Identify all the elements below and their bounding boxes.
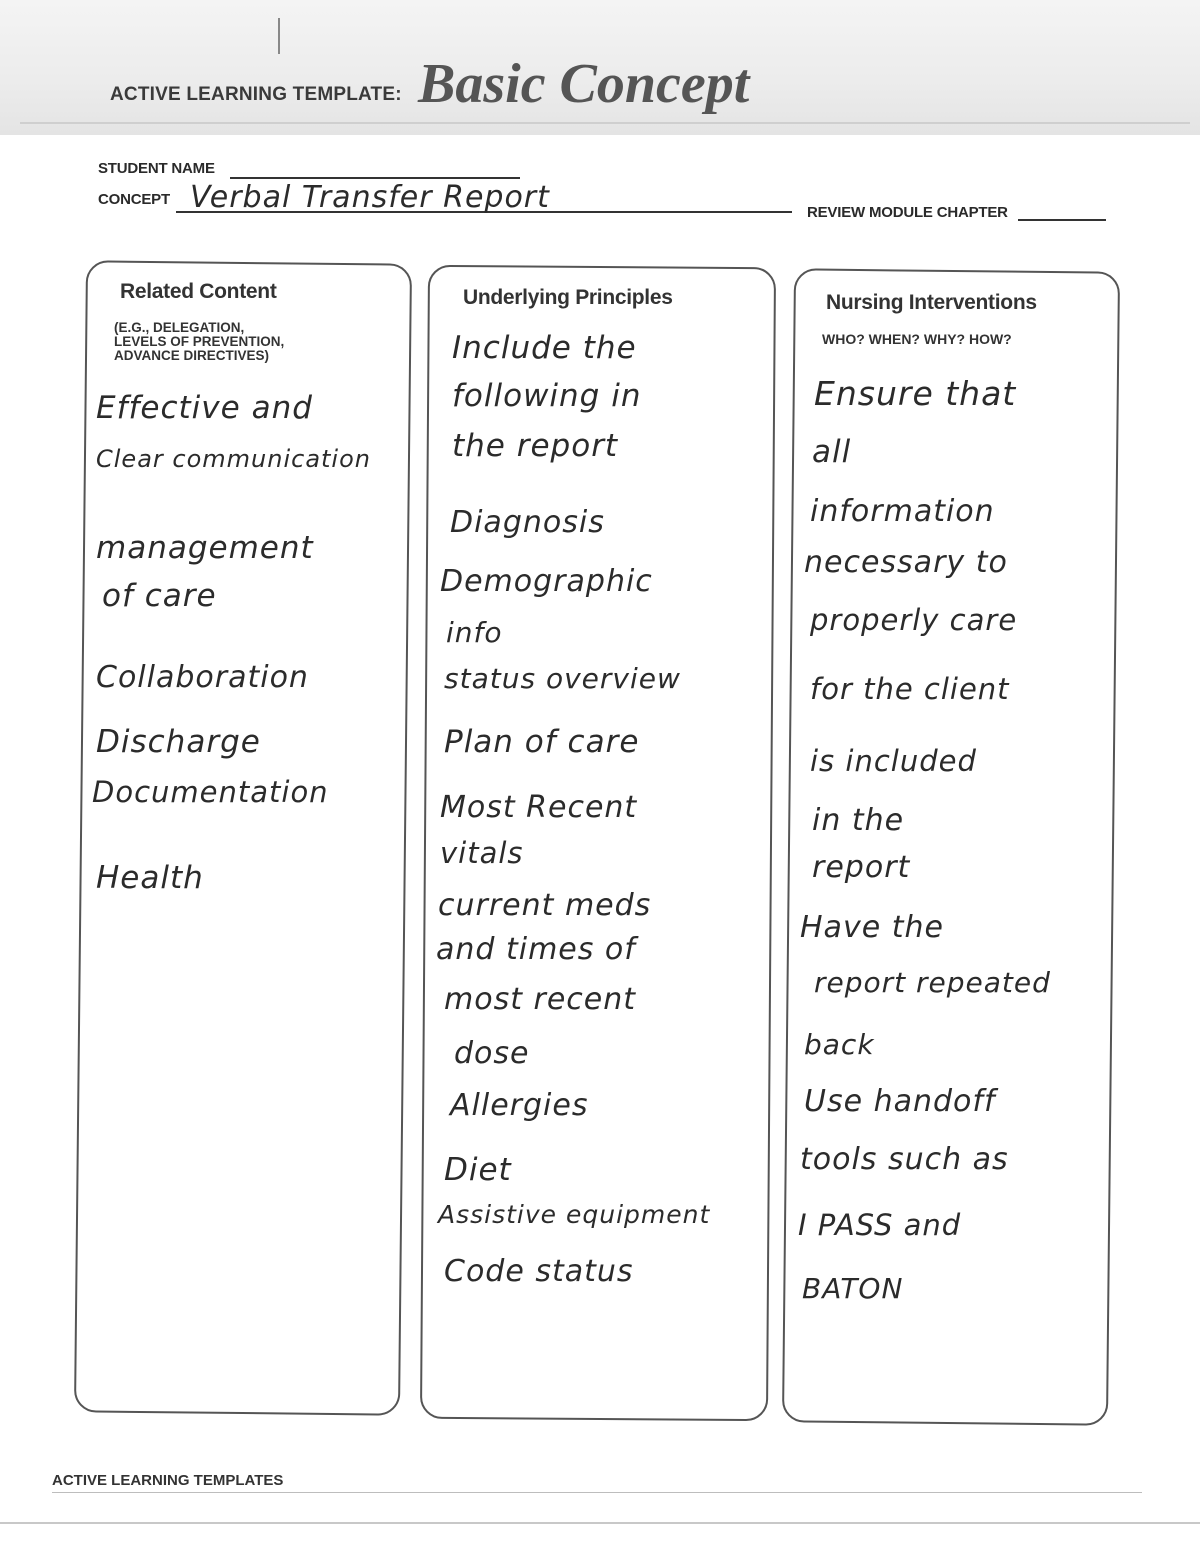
interventions-entry: necessary to <box>804 545 1008 580</box>
header-tick-mark <box>278 18 280 54</box>
principles-entry: Assistive equipment <box>438 1200 711 1229</box>
principles-entry: vitals <box>440 836 524 870</box>
principles-entry: Demographic <box>440 564 653 599</box>
footer-label: ACTIVE LEARNING TEMPLATES <box>52 1472 284 1489</box>
related-entry: Clear communication <box>96 445 371 473</box>
interventions-entry: report <box>812 850 911 885</box>
interventions-entry: Have the <box>800 910 944 945</box>
related-subtitle-line: LEVELS OF PREVENTION, <box>114 334 285 349</box>
header-divider <box>20 122 1190 124</box>
related-content-title: Related Content <box>120 280 277 303</box>
related-entry: Collaboration <box>96 660 309 695</box>
interventions-entry: I PASS and <box>798 1208 962 1242</box>
interventions-entry: back <box>804 1028 875 1061</box>
interventions-entry: tools such as <box>800 1142 1009 1177</box>
related-entry: Health <box>96 860 204 896</box>
underlying-principles-title: Underlying Principles <box>463 286 673 309</box>
related-subtitle-line: (E.G., DELEGATION, <box>114 320 245 335</box>
concept-field[interactable]: Verbal Transfer Report <box>190 180 550 215</box>
interventions-entry: information <box>810 494 995 529</box>
principles-entry: the report <box>452 428 619 464</box>
principles-entry: Diet <box>444 1152 512 1188</box>
principles-entry: most recent <box>444 982 637 1017</box>
related-entry: management <box>96 530 314 566</box>
principles-entry: Include the <box>452 330 637 366</box>
related-content-subtitle <box>114 321 284 363</box>
principles-entry: dose <box>454 1036 530 1071</box>
template-label: ACTIVE LEARNING TEMPLATE: <box>110 84 402 105</box>
related-content-box <box>74 260 412 1415</box>
principles-entry: current meds <box>438 888 652 923</box>
related-entry: Discharge <box>96 724 261 760</box>
related-entry: of care <box>102 578 217 614</box>
principles-entry: Diagnosis <box>450 505 605 540</box>
related-entry: Documentation <box>92 775 329 809</box>
student-name-line <box>230 177 520 179</box>
page-bottom-edge <box>0 1522 1200 1524</box>
interventions-entry: is included <box>810 744 977 778</box>
principles-entry: status overview <box>444 662 681 695</box>
principles-entry: info <box>446 616 503 649</box>
footer-divider <box>52 1492 1142 1493</box>
principles-entry: Allergies <box>450 1088 589 1123</box>
concept-label: CONCEPT <box>98 191 170 208</box>
interventions-entry: in the <box>812 803 905 838</box>
principles-entry: and times of <box>436 932 636 967</box>
interventions-entry: Use handoff <box>804 1084 996 1119</box>
interventions-entry: all <box>812 434 852 470</box>
related-entry: Effective and <box>96 390 313 426</box>
related-subtitle-line: ADVANCE DIRECTIVES) <box>114 348 270 363</box>
review-module-label: REVIEW MODULE CHAPTER <box>807 204 1008 221</box>
template-title: Basic Concept <box>418 53 750 115</box>
principles-entry: Plan of care <box>444 724 640 760</box>
principles-entry: Most Recent <box>440 790 638 825</box>
principles-entry: Code status <box>444 1254 634 1289</box>
interventions-entry: BATON <box>802 1272 904 1305</box>
interventions-entry: properly care <box>810 603 1018 637</box>
nursing-interventions-subtitle: WHO? WHEN? WHY? HOW? <box>822 331 1012 347</box>
interventions-entry: for the client <box>810 672 1010 706</box>
principles-entry: following in <box>452 378 642 414</box>
interventions-entry: report repeated <box>814 966 1051 999</box>
student-name-label: STUDENT NAME <box>98 160 215 177</box>
nursing-interventions-title: Nursing Interventions <box>826 291 1037 314</box>
review-module-line <box>1018 219 1106 221</box>
interventions-entry: Ensure that <box>814 374 1017 413</box>
